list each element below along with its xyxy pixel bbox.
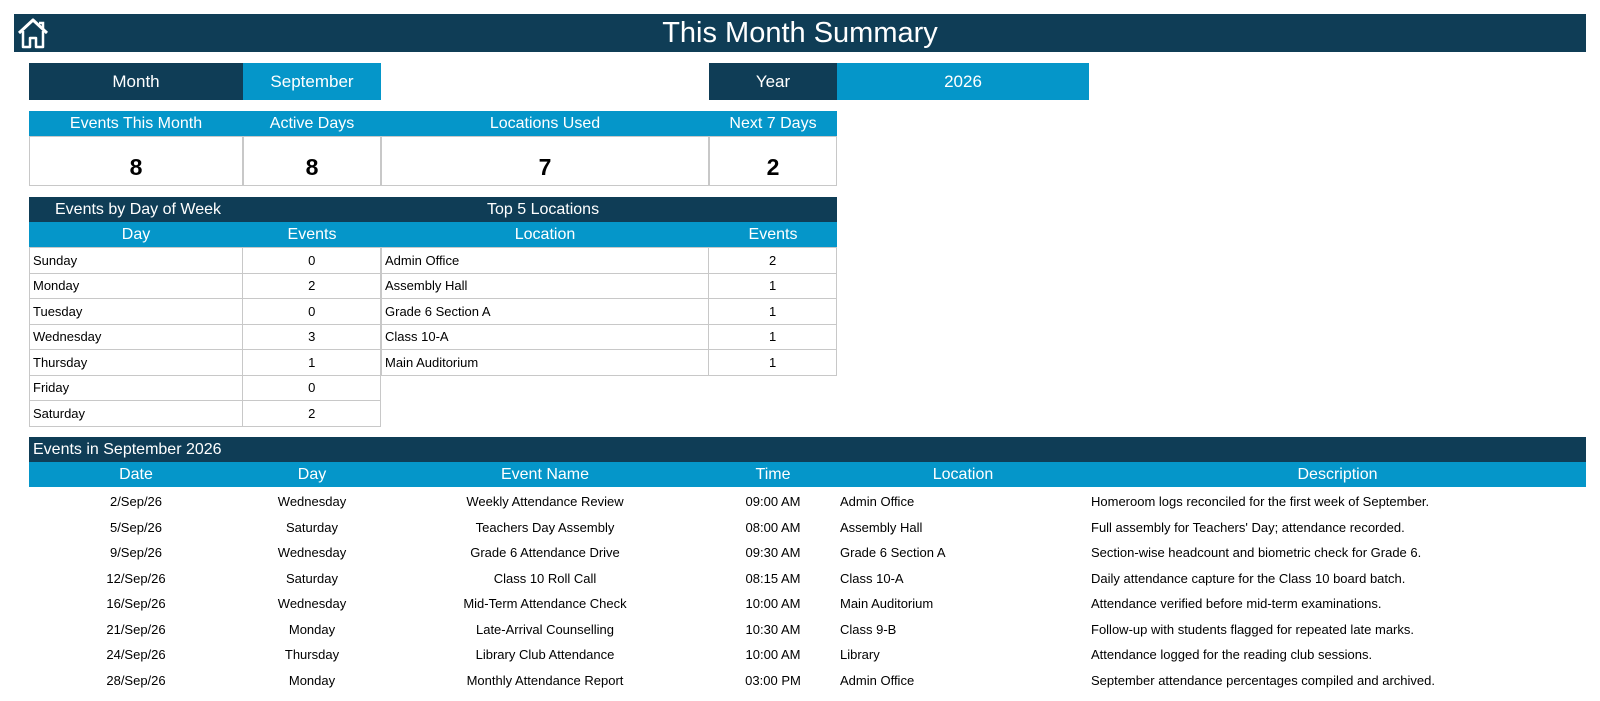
day-cell: Monday	[30, 273, 243, 299]
event-location: Class 9-B	[840, 621, 897, 637]
event-description: Follow-up with students flagged for repeated late marks.	[1091, 621, 1415, 637]
event-time: 09:00 AM	[745, 494, 801, 510]
event-location: Class 10-A	[840, 570, 904, 586]
by-day-table	[29, 247, 381, 427]
event-location: Main Auditorium	[840, 596, 934, 612]
top-locations-col-events: Events	[709, 222, 837, 247]
location-cell: Main Auditorium	[382, 350, 709, 376]
table-row	[30, 401, 381, 427]
events-col-description: Description	[1297, 465, 1378, 483]
events-cell: 1	[709, 273, 837, 299]
event-time: 10:00 AM	[745, 596, 801, 612]
event-day: Wednesday	[277, 545, 347, 561]
location-cell: Admin Office	[382, 248, 709, 274]
table-row	[30, 350, 381, 376]
table-row	[382, 273, 837, 299]
events-cell: 2	[243, 401, 381, 427]
event-time: 08:00 AM	[745, 519, 801, 535]
day-cell: Thursday	[30, 350, 243, 376]
event-description: Full assembly for Teachers' Day; attendance recorded.	[1091, 519, 1405, 535]
event-description: September attendance percentages compiled and archived.	[1091, 672, 1435, 688]
event-day: Saturday	[285, 570, 339, 586]
events-cell: 1	[709, 350, 837, 376]
event-time: 10:00 AM	[745, 647, 801, 663]
events-col-event-name: Event Name	[500, 465, 590, 483]
kpi-value-events-this-month: 8	[29, 136, 243, 186]
by-day-section-title: Events by Day of Week	[29, 197, 381, 222]
title-bar	[14, 14, 1586, 52]
event-date: 16/Sep/26	[106, 596, 166, 612]
events-column-headers	[29, 462, 1586, 487]
events-cell: 0	[243, 299, 381, 325]
events-cell: 0	[243, 375, 381, 401]
event-date: 24/Sep/26	[106, 647, 166, 663]
kpi-label-next-7-days: Next 7 Days	[709, 111, 837, 136]
year-label: Year	[709, 63, 837, 100]
events-cell: 0	[243, 248, 381, 274]
year-select[interactable]: 2026	[837, 63, 1089, 100]
location-cell: Class 10-A	[382, 324, 709, 350]
events-cell: 1	[709, 299, 837, 325]
events-cell: 3	[243, 324, 381, 350]
event-day: Wednesday	[277, 596, 347, 612]
table-row	[382, 324, 837, 350]
table-row	[382, 299, 837, 325]
events-col-date: Date	[119, 465, 153, 483]
home-icon[interactable]	[16, 16, 50, 50]
location-cell: Grade 6 Section A	[382, 299, 709, 325]
event-date: 9/Sep/26	[109, 545, 163, 561]
table-row	[30, 324, 381, 350]
event-location: Admin Office	[840, 494, 915, 510]
top-locations-table	[381, 247, 837, 376]
by-day-col-events: Events	[243, 222, 381, 247]
month-select[interactable]: September	[243, 63, 381, 100]
event-name: Mid-Term Attendance Check	[463, 596, 627, 612]
event-day: Wednesday	[277, 494, 347, 510]
event-description: Attendance logged for the reading club sessions.	[1091, 647, 1373, 663]
table-row	[30, 375, 381, 401]
event-name: Teachers Day Assembly	[475, 519, 615, 535]
events-col-location: Location	[932, 465, 994, 483]
day-cell: Friday	[30, 375, 243, 401]
event-date: 21/Sep/26	[106, 621, 166, 637]
events-list	[29, 489, 1586, 693]
events-cell: 1	[243, 350, 381, 376]
event-location: Admin Office	[840, 672, 915, 688]
kpi-value-locations-used: 7	[381, 136, 709, 186]
table-row	[30, 273, 381, 299]
table-row	[30, 248, 381, 274]
month-label: Month	[29, 63, 243, 100]
events-cell: 1	[709, 324, 837, 350]
events-cell: 2	[243, 273, 381, 299]
table-row	[29, 668, 1586, 694]
event-day: Saturday	[285, 519, 339, 535]
event-day: Monday	[288, 621, 336, 637]
kpi-label-events-this-month: Events This Month	[29, 111, 243, 136]
events-cell: 2	[709, 248, 837, 274]
table-row	[382, 350, 837, 376]
table-row	[29, 540, 1586, 566]
events-col-time: Time	[755, 465, 791, 483]
event-location: Assembly Hall	[840, 519, 923, 535]
day-cell: Wednesday	[30, 324, 243, 350]
table-row	[29, 566, 1586, 592]
kpi-value-next-7-days: 2	[709, 136, 837, 186]
event-name: Class 10 Roll Call	[493, 570, 597, 586]
kpi-label-locations-used: Locations Used	[381, 111, 709, 136]
event-name: Weekly Attendance Review	[466, 494, 624, 510]
event-date: 2/Sep/26	[109, 494, 163, 510]
day-cell: Sunday	[30, 248, 243, 274]
event-name: Late-Arrival Counselling	[475, 621, 614, 637]
table-row	[29, 642, 1586, 668]
day-cell: Tuesday	[30, 299, 243, 325]
event-name: Library Club Attendance	[475, 647, 615, 663]
home-button[interactable]	[16, 16, 50, 50]
kpi-label-active-days: Active Days	[243, 111, 381, 136]
event-description: Section-wise headcount and biometric check for Grade 6.	[1091, 545, 1422, 561]
event-description: Daily attendance capture for the Class 10 board batch.	[1091, 570, 1406, 586]
event-time: 10:30 AM	[745, 621, 801, 637]
event-description: Attendance verified before mid-term examinations.	[1091, 596, 1382, 612]
event-description: Homeroom logs reconciled for the first week of September.	[1091, 494, 1430, 510]
event-date: 12/Sep/26	[106, 570, 166, 586]
event-location: Grade 6 Section A	[840, 545, 946, 561]
table-row	[29, 489, 1586, 515]
event-name: Grade 6 Attendance Drive	[470, 545, 620, 561]
event-day: Monday	[288, 672, 336, 688]
table-row	[29, 591, 1586, 617]
event-date: 5/Sep/26	[109, 519, 163, 535]
table-row	[29, 515, 1586, 541]
day-cell: Saturday	[30, 401, 243, 427]
top-locations-section-title: Top 5 Locations	[381, 197, 837, 222]
event-day: Thursday	[284, 647, 340, 663]
location-cell: Assembly Hall	[382, 273, 709, 299]
by-day-col-day: Day	[29, 222, 243, 247]
event-time: 08:15 AM	[745, 570, 801, 586]
table-row	[30, 299, 381, 325]
event-location: Library	[840, 647, 880, 663]
events-col-day: Day	[297, 465, 327, 483]
kpi-value-active-days: 8	[243, 136, 381, 186]
top-locations-col-location: Location	[381, 222, 709, 247]
event-time: 03:00 PM	[745, 672, 801, 688]
event-time: 09:30 AM	[745, 545, 801, 561]
table-row	[29, 617, 1586, 643]
page-title: This Month Summary	[662, 16, 938, 49]
events-section-title: Events in September 2026	[29, 437, 1586, 462]
event-name: Monthly Attendance Report	[466, 672, 624, 688]
table-row	[382, 248, 837, 274]
event-date: 28/Sep/26	[106, 672, 166, 688]
